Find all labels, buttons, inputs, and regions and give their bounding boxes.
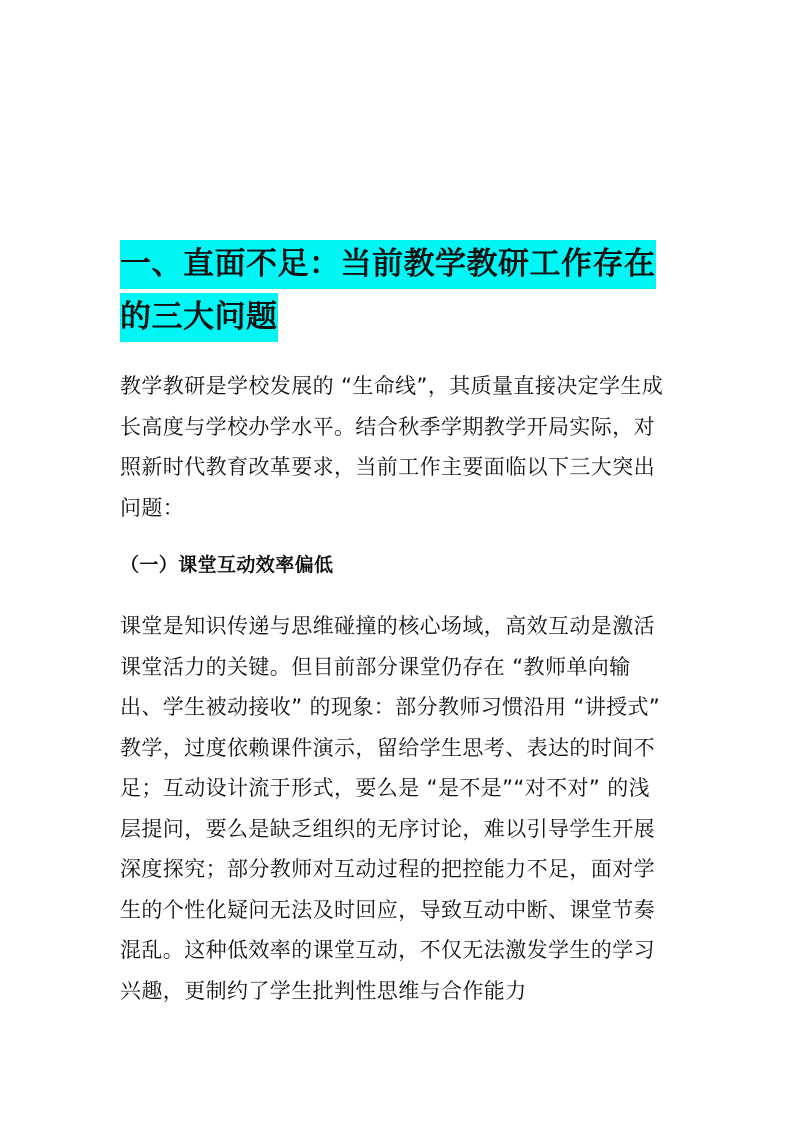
body-paragraph: 课堂是知识传递与思维碰撞的核心场域，高效互动是激活课堂活力的关键。但目前部分课堂仍存在 “教师单向输出、学生被动接收” 的现象：部分教师习惯沿用 “讲授式” 教学，过度依赖课件演示，留给学生思考、表达的时间不足；互动设计流于形式，要么是 “是不是”“对不对” 的浅层提问，要么是缺乏组织的无序讨论，难以引导学生开展深度探究；部分教师对互动过程的把控能力不足，面对学生的个性化疑问无法及时回应，导致互动中断、课堂节奏混乱。这种低效率的课堂互动，不仅无法激发学生的学习兴趣，更制约了学生批判性思维与合作能力	[120, 614, 661, 1003]
intro-paragraph: 教学教研是学校发展的 “生命线”，其质量直接决定学生成长高度与学校办学水平。结合秋季学期教学开局实际，对照新时代教育改革要求，当前工作主要面临以下三大突出问题：	[120, 374, 664, 520]
section-heading	[120, 238, 676, 344]
subheading: （一）课堂互动效率偏低	[120, 554, 334, 576]
section-heading-highlight: 一、直面不足：当前教学教研工作存在的三大问题	[120, 240, 656, 342]
